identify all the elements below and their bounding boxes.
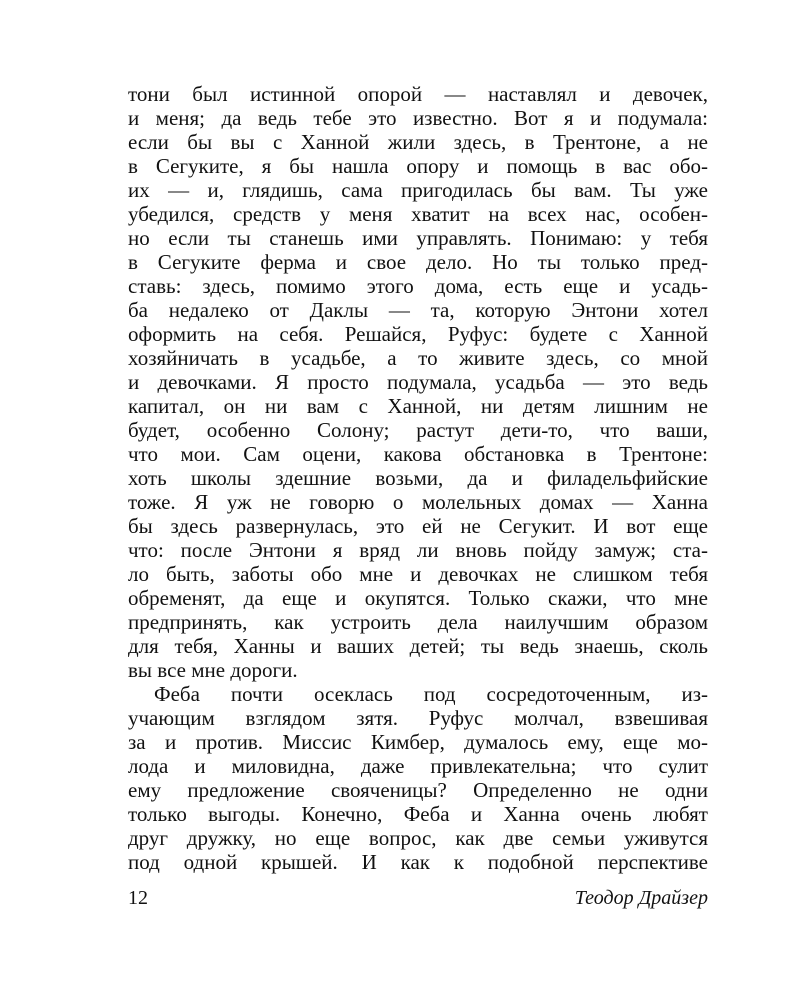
text-line: ло быть, заботы обо мне и девочках не слишком тебя xyxy=(128,562,708,586)
body-text xyxy=(128,82,708,874)
text-line: убедился, средств у меня хватит на всех нас, особен- xyxy=(128,202,708,226)
text-line: обременят, да еще и окупятся. Только скажи, что мне xyxy=(128,586,708,610)
text-line: хозяйничать в усадьбе, а то живите здесь, со мной xyxy=(128,346,708,370)
text-line: в Сегуките ферма и свое дело. Но ты только пред- xyxy=(128,250,708,274)
text-line: под одной крышей. И как к подобной перспективе xyxy=(128,850,708,874)
text-line: тони был истинной опорой — наставлял и девочек, xyxy=(128,82,708,106)
paragraph-1 xyxy=(128,82,708,682)
paragraph-2 xyxy=(128,682,708,874)
text-line: капитал, он ни вам с Ханной, ни детям лишним не xyxy=(128,394,708,418)
text-line: предпринять, как устроить дела наилучшим образом xyxy=(128,610,708,634)
text-line: Феба почти осеклась под сосредоточенным, из- xyxy=(154,682,708,706)
text-line: что: после Энтони я вряд ли вновь пойду замуж; ста- xyxy=(128,538,708,562)
text-line: лода и миловидна, даже привлекательна; что сулит xyxy=(128,754,708,778)
text-line: оформить на себя. Решайся, Руфус: будете с Ханной xyxy=(128,322,708,346)
text-line: хоть школы здешние возьми, да и филадельфийские xyxy=(128,466,708,490)
text-line: ставь: здесь, помимо этого дома, есть еще и усадь- xyxy=(128,274,708,298)
page-footer xyxy=(128,885,708,911)
text-line: бы здесь развернулась, это ей не Сегукит. И вот еще xyxy=(128,514,708,538)
text-line: учающим взглядом зятя. Руфус молчал, взвешивая xyxy=(128,706,708,730)
text-line: вы все мне дороги. xyxy=(128,658,298,682)
text-line: и меня; да ведь тебе это известно. Вот я и подумала: xyxy=(128,106,708,130)
text-line: ему предложение свояченицы? Определенно не одни xyxy=(128,778,708,802)
text-line: тоже. Я уж не говорю о молельных домах — Ханна xyxy=(128,490,708,514)
text-line: друг дружку, но еще вопрос, как две семьи уживутся xyxy=(128,826,708,850)
running-footer-author: Теодор Драйзер xyxy=(574,887,708,909)
text-line: что мои. Сам оцени, какова обстановка в Трентоне: xyxy=(128,442,708,466)
text-line: будет, особенно Солону; растут дети-то, что ваши, xyxy=(128,418,708,442)
text-line: ба недалеко от Даклы — та, которую Энтони хотел xyxy=(128,298,708,322)
text-line: если бы вы с Ханной жили здесь, в Трентоне, а не xyxy=(128,130,708,154)
text-line: в Сегуките, я бы нашла опору и помощь в вас обо- xyxy=(128,154,708,178)
text-line: их — и, глядишь, сама пригодилась бы вам. Ты уже xyxy=(128,178,708,202)
text-line: за и против. Миссис Кимбер, думалось ему, еще мо- xyxy=(128,730,708,754)
text-line: но если ты станешь ими управлять. Понимаю: у тебя xyxy=(128,226,708,250)
page-number: 12 xyxy=(128,887,148,909)
text-line: только выгоды. Конечно, Феба и Ханна очень любят xyxy=(128,802,708,826)
text-line: и девочками. Я просто подумала, усадьба — это ведь xyxy=(128,370,708,394)
text-line: для тебя, Ханны и ваших детей; ты ведь знаешь, сколь xyxy=(128,634,708,658)
